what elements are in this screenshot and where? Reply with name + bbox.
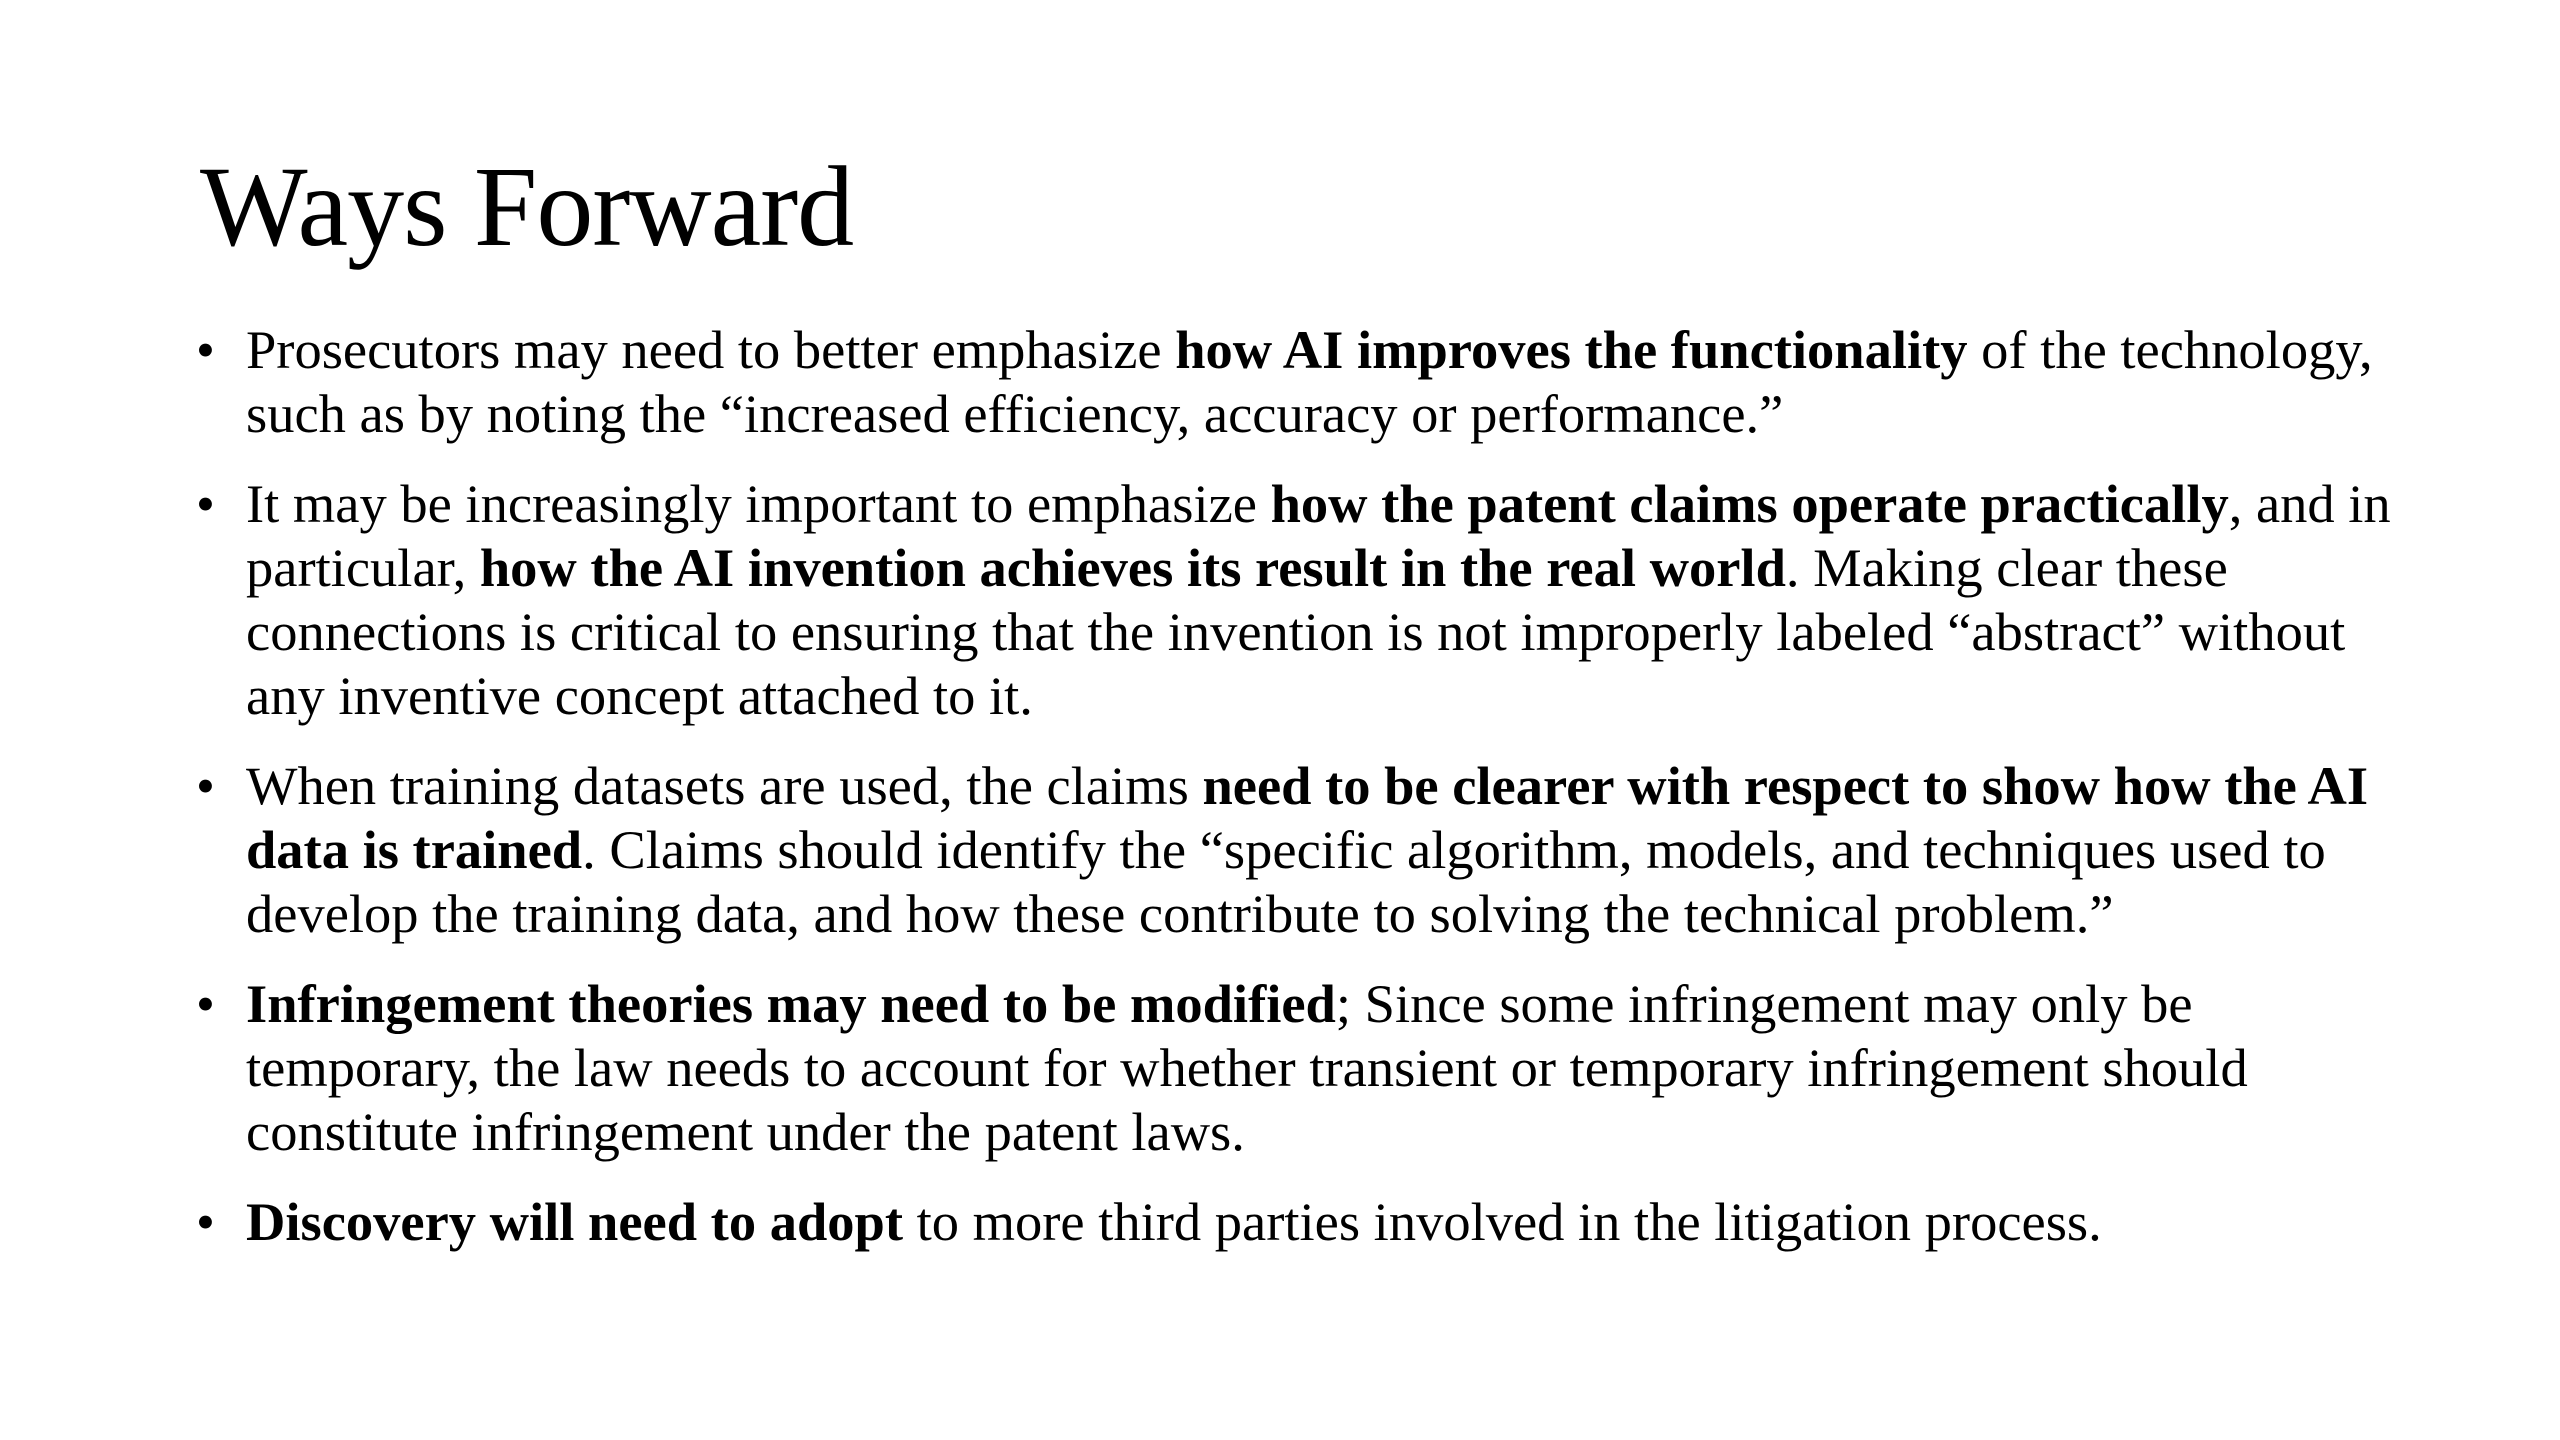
bullet-segment: Prosecutors may need to better emphasize: [246, 319, 1176, 380]
bullet-marker: •: [196, 974, 215, 1034]
bullet-segment-bold: how the patent claims operate practically: [1270, 473, 2229, 534]
bullet-item: [190, 318, 2420, 446]
bullet-segment-bold: need to be clearer with respect to show how the AI data is trained: [246, 755, 2369, 880]
bullet-marker: •: [196, 756, 215, 816]
bullet-text: [246, 973, 2248, 1162]
bullet-segment-bold: Discovery will need to adopt: [246, 1191, 903, 1252]
bullet-text: [246, 473, 2391, 726]
bullet-segment: , and in particular,: [246, 473, 2391, 598]
bullet-text: [246, 319, 2373, 444]
bullet-item: [190, 1190, 2420, 1254]
bullet-segment-bold: how AI improves the functionality: [1175, 319, 1968, 380]
bullet-marker: •: [196, 1192, 215, 1252]
bullet-segment-bold: Infringement theories may need to be modified: [246, 973, 1336, 1034]
slide-title: Ways Forward: [200, 143, 854, 270]
bullet-segment: When training datasets are used, the claims: [246, 755, 1203, 816]
bullet-segment: . Claims should identify the “specific algorithm, models, and techniques used to develop the training data, and how these contribute to solving the technical problem.”: [246, 819, 2326, 944]
bullet-item: [190, 972, 2420, 1164]
bullet-item: [190, 472, 2420, 728]
bullet-segment: . Making clear these connections is critical to ensuring that the invention is not improperly labeled “abstract” without any inventive concept attached to it.: [246, 537, 2346, 726]
bullet-list: [190, 318, 2420, 1280]
bullet-marker: •: [196, 320, 215, 380]
bullet-segment-bold: how the AI invention achieves its result in the real world: [479, 537, 1786, 598]
bullet-item: [190, 754, 2420, 946]
bullet-segment: of the technology, such as by noting the “increased efficiency, accuracy or performance.”: [246, 319, 2373, 444]
bullet-segment: It may be increasingly important to emphasize: [246, 473, 1271, 534]
bullet-text: [246, 1191, 2102, 1252]
bullet-segment: to more third parties involved in the litigation process.: [902, 1191, 2102, 1252]
bullet-marker: •: [196, 474, 215, 534]
bullet-text: [246, 755, 2368, 944]
bullet-segment: ; Since some infringement may only be temporary, the law needs to account for whether transient or temporary infringement should constitute infringement under the patent laws.: [246, 973, 2248, 1162]
